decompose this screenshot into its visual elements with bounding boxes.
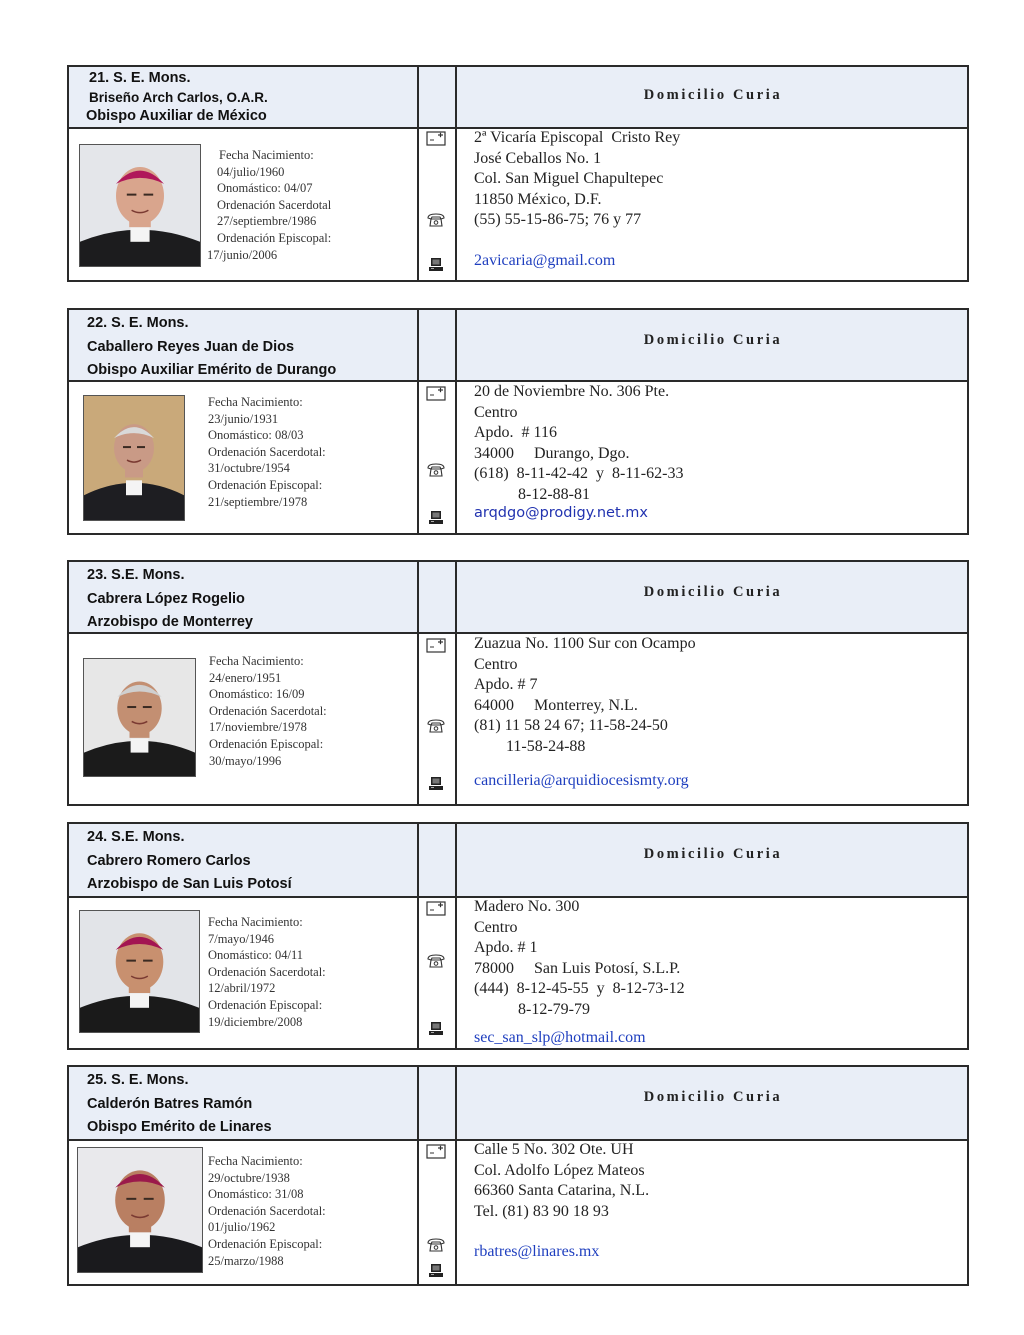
info-line: Fecha Nacimiento: [208,1154,303,1168]
address-block [474,128,680,231]
computer-icon [426,776,446,792]
info-line: Fecha Nacimiento: [219,148,314,162]
phone-icon [426,212,446,228]
address-icon [426,638,446,654]
info-line: Onomástico: 31/08 [208,1187,304,1202]
entry-position: Arzobispo de San Luis Potosí [87,876,292,892]
address-block [474,1140,649,1222]
address-line: Centro [474,655,518,673]
phone-icon [426,1237,446,1253]
address-icon [426,131,446,147]
address-line: 66360 Santa Catarina, N.L. [474,1182,650,1200]
email-link[interactable]: sec_san_slp@hotmail.com [474,1029,646,1046]
biographical-info [208,1153,326,1269]
entry-header [69,310,967,382]
info-line: 25/marzo/1988 [208,1253,284,1268]
domicilio-curia-label: Domicilio Curia [643,584,783,600]
entry-header [69,67,967,129]
entry-position: Obispo Auxiliar Emérito de Durango [87,362,337,378]
address-line: Apdo. # 7 [474,676,538,694]
info-line: Fecha Nacimiento: [209,654,304,668]
address-line: José Ceballos No. 1 [474,149,602,167]
biographical-info [207,147,332,263]
domicilio-curia-label: Domicilio Curia [643,87,783,103]
info-line: Ordenación Episcopal: [208,997,323,1012]
info-line: 17/noviembre/1978 [209,720,307,735]
entry-name: Cabrero Romero Carlos [87,852,251,869]
portrait-collar [126,480,142,495]
info-line: 23/junio/1931 [208,411,279,426]
entry-header [69,824,967,898]
info-line: Ordenación Episcopal: [217,230,332,245]
info-line: 24/enero/1951 [209,670,282,685]
address-block [474,382,683,506]
entry-name: Cabrera López Rogelio [87,590,245,607]
entry-header [69,562,967,634]
portrait-photo [77,1147,203,1273]
address-icon [426,1144,446,1160]
info-line: Ordenación Episcopal: [208,477,323,492]
portrait-collar [130,993,149,1008]
address-block [474,897,685,1021]
biographical-info [209,653,327,769]
address-line: (55) 55-15-86-75; 76 y 77 [474,211,642,229]
phone-icon [426,718,446,734]
entry-title [87,826,292,897]
portrait-collar [130,227,149,242]
info-line: 29/octubre/1938 [208,1170,290,1185]
entry-body [69,632,967,804]
entry-card-21 [67,65,969,282]
address-line: 2ª Vicaría Episcopal Cristo Rey [474,129,681,146]
portrait-collar [131,739,149,753]
entry-card-22 [67,308,969,535]
address-line: Col. Adolfo López Mateos [474,1161,645,1179]
info-line: Fecha Nacimiento: [208,395,303,409]
entry-card-25 [67,1065,969,1286]
info-line: 12/abril/1972 [208,981,276,996]
info-line: Onomástico: 16/09 [209,687,305,702]
entry-body [69,896,967,1048]
entry-body [69,380,967,533]
address-line: 11-58-24-88 [474,737,586,755]
address-line: (444) 8-12-45-55 y 8-12-73-12 [474,980,685,998]
portrait-collar [130,1232,150,1247]
entry-body [69,1139,967,1284]
info-line: Ordenación Sacerdotal: [208,444,326,459]
biographical-info [208,394,326,510]
address-line: 34000 Durango, Dgo. [474,444,630,462]
address-line: (81) 11 58 24 67; 11-58-24-50 [474,717,668,735]
address-line: (618) 8-11-42-42 y 8-11-62-33 [474,465,684,483]
entry-name: Calderón Batres Ramón [87,1095,253,1112]
entry-number: 25. S. E. Mons. [87,1072,189,1088]
info-line: Ordenación Sacerdotal: [208,964,326,979]
address-icon [426,386,446,402]
info-line: 30/mayo/1996 [209,753,282,768]
address-icon [426,901,446,917]
portrait-photo [83,395,185,521]
info-line: Ordenación Episcopal: [209,736,324,751]
entry-title [87,1069,272,1140]
info-line: Ordenación Episcopal: [208,1236,323,1251]
info-line: Onomástico: 04/11 [208,948,304,963]
info-line: Onomástico: 08/03 [208,428,304,443]
address-line: 11850 México, D.F. [474,190,602,208]
entry-body [69,127,967,280]
info-line: Ordenación Sacerdotal: [209,703,327,718]
entry-title [87,564,253,635]
info-line: 04/julio/1960 [217,164,285,179]
info-line: Onomástico: 04/07 [217,181,313,196]
entry-number: 24. S.E. Mons. [87,829,185,845]
info-line: 19/diciembre/2008 [208,1014,303,1029]
email-link[interactable]: rbatres@linares.mx [474,1243,600,1260]
address-line: Centro [474,403,518,421]
computer-icon [426,257,446,273]
entry-number: 22. S. E. Mons. [87,315,189,331]
phone-icon [426,462,446,478]
address-block [474,634,696,758]
info-line: 17/junio/2006 [207,247,278,262]
entry-position: Obispo Emérito de Linares [87,1119,272,1135]
address-line: Madero No. 300 [474,898,580,915]
info-line: 21/septiembre/1978 [208,494,308,509]
entry-card-23 [67,560,969,806]
info-line: 27/septiembre/1986 [217,214,317,229]
entry-card-24 [67,822,969,1050]
portrait-photo [79,910,200,1033]
computer-icon [426,1021,446,1037]
address-line: 64000 Monterrey, N.L. [474,696,638,714]
info-line: Ordenación Sacerdotal: [208,1203,326,1218]
portrait-photo [83,658,196,777]
entry-number: 21. S. E. Mons. [89,70,191,86]
info-line: 7/mayo/1946 [208,931,274,946]
address-line: Tel. (81) 83 90 18 93 [474,1202,609,1220]
address-line: 20 de Noviembre No. 306 Pte. [474,383,670,400]
domicilio-curia-label: Domicilio Curia [643,1089,783,1105]
address-line: Centro [474,918,518,936]
phone-icon [426,953,446,969]
email-link[interactable]: arqdgo@prodigy.net.mx [474,505,648,521]
address-line: Zuazua No. 1100 Sur con Ocampo [474,635,696,652]
address-line: Apdo. # 1 [474,939,538,957]
info-line: 31/octubre/1954 [208,461,290,476]
info-line: Fecha Nacimiento: [208,915,303,929]
entry-position: Obispo Auxiliar de México [86,108,267,124]
domicilio-curia-label: Domicilio Curia [643,846,783,862]
info-line: 01/julio/1962 [208,1220,276,1235]
entry-header [69,1067,967,1141]
address-line: Col. San Miguel Chapultepec [474,170,664,188]
portrait-photo [79,144,201,267]
address-line: 8-12-79-79 [474,1000,590,1018]
entry-name: Caballero Reyes Juan de Dios [87,338,295,355]
entry-position: Arzobispo de Monterrey [87,614,253,630]
computer-icon [426,1263,446,1279]
email-link[interactable]: cancilleria@arquidiocesismty.org [474,772,689,789]
biographical-info [208,914,326,1030]
address-line: 8-12-88-81 [474,485,590,503]
address-line: 78000 San Luis Potosí, S.L.P. [474,959,681,977]
entry-number: 23. S.E. Mons. [87,567,185,583]
entry-name: Briseño Arch Carlos, O.A.R. [89,90,268,105]
domicilio-curia-label: Domicilio Curia [643,332,783,348]
email-link[interactable]: 2avicaria@gmail.com [474,252,616,269]
info-line: Ordenación Sacerdotal [217,197,332,212]
computer-icon [426,510,446,526]
entry-title [87,312,336,383]
address-line: Calle 5 No. 302 Ote. UH [474,1141,634,1158]
address-line: Apdo. # 116 [474,424,557,442]
entry-title [86,69,268,126]
